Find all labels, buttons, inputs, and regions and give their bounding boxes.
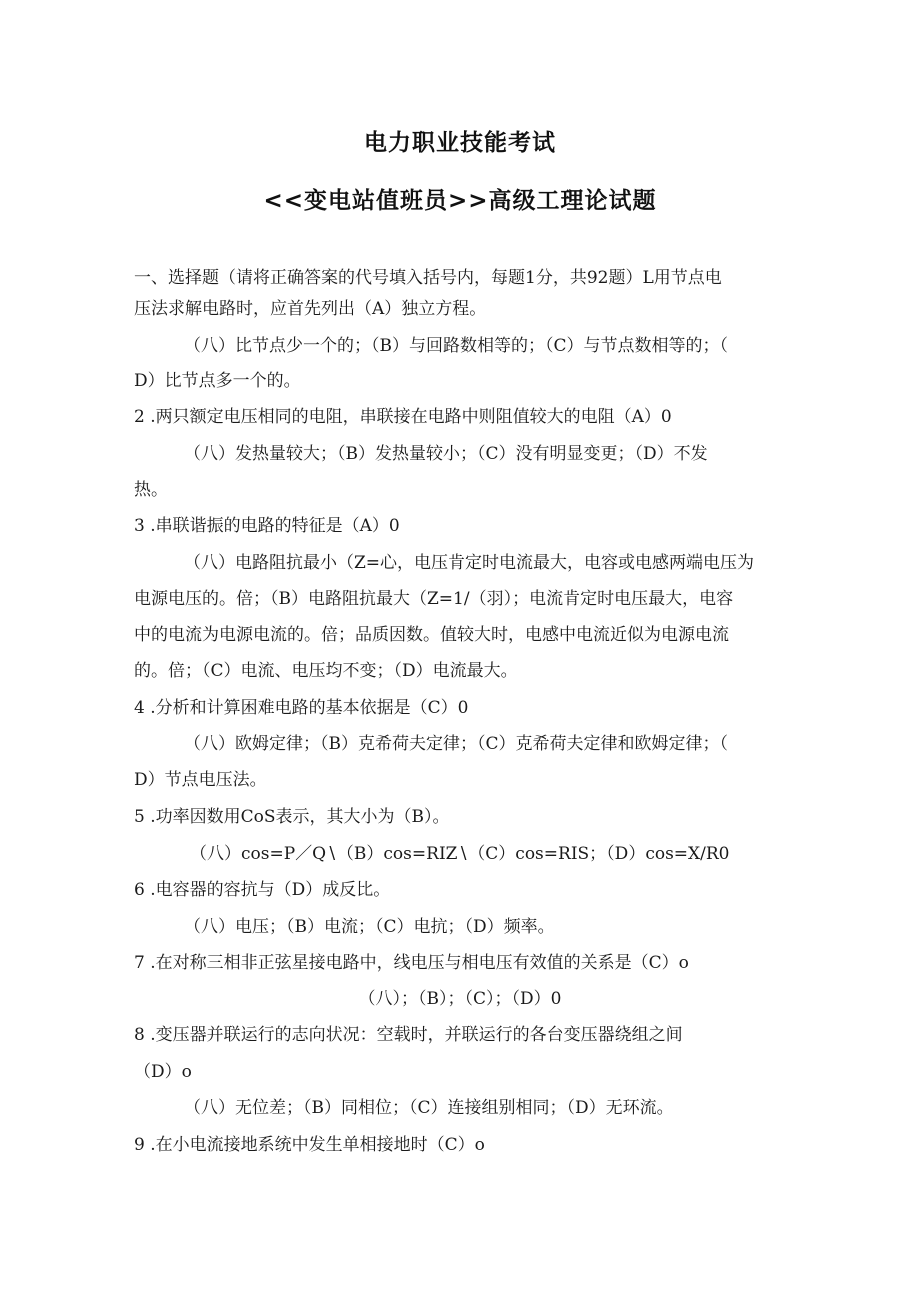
answer-options-line: D）节点电压法。: [134, 770, 267, 790]
answer-options-line: （八）无位差；（B）同相位；（C）连接组别相同；（D）无环流。: [184, 1098, 674, 1118]
question-text-line: 4 .分析和计算困难电路的基本依据是（C）0: [134, 698, 469, 718]
question-text-line: 6 .电容器的容抗与（D）成反比。: [134, 880, 391, 900]
answer-options-line: 中的电流为电源电流的。倍；品质因数。值较大时，电感中电流近似为电源电流: [134, 625, 729, 645]
question-text-line: 一、选择题（请将正确答案的代号填入括号内，每题1分，共92题）L用节点电: [134, 268, 722, 288]
question-text-line: 3 .串联谐振的电路的特征是（A）0: [134, 516, 400, 536]
question-text-line: 5 .功率因数用CoS表示，其大小为（B）。: [134, 807, 450, 827]
question-text-line: 压法求解电路时，应首先列出（A）独立方程。: [134, 299, 487, 319]
page-subtitle: <<变电站值班员>>高级工理论试题: [263, 188, 657, 214]
answer-options-line: 热。: [134, 480, 168, 500]
page-title: 电力职业技能考试: [364, 130, 556, 156]
answer-options-line: （八）比节点少一个的；（B）与回路数相等的；（C）与节点数相等的；（: [184, 336, 728, 356]
question-text-line: 9 .在小电流接地系统中发生单相接地时（C）o: [134, 1135, 485, 1155]
question-text-line: 7 .在对称三相非正弦星接电路中，线电压与相电压有效值的关系是（C）o: [134, 953, 689, 973]
question-text-line: （D）o: [134, 1062, 192, 1082]
answer-options-line: D）比节点多一个的。: [134, 371, 301, 391]
question-text-line: 2 .两只额定电压相同的电阻，串联接在电路中则阻值较大的电阻（A）0: [134, 407, 672, 427]
answer-options-line: （八）电路阻抗最小（Z=心，电压肯定时电流最大，电容或电感两端电压为: [184, 553, 755, 573]
answer-options-line: 电源电压的。倍；（B）电路阻抗最大（Z=1/（羽）；电流肯定时电压最大，电容: [134, 589, 734, 609]
answer-options-line: （八）发热量较大；（B）发热量较小；（C）没有明显变更；（D）不发: [184, 444, 708, 464]
formula-options-line: （八）cos=P／Q∖（B）cos=RIZ∖（C）cos=RIS；（D）cos=X/R0: [190, 844, 730, 864]
answer-options-line: （八）；（B）；（C）；（D）0: [358, 989, 562, 1009]
question-text-line: 8 .变压器并联运行的志向状况：空载时，并联运行的各台变压器绕组之间: [134, 1025, 683, 1045]
answer-options-line: 的。倍；（C）电流、电压均不变；（D）电流最大。: [134, 661, 518, 681]
answer-options-line: （八）电压；（B）电流；（C）电抗；（D）频率。: [184, 917, 555, 937]
answer-options-line: （八）欧姆定律；（B）克希荷夫定律；（C）克希荷夫定律和欧姆定律；（: [184, 734, 728, 754]
